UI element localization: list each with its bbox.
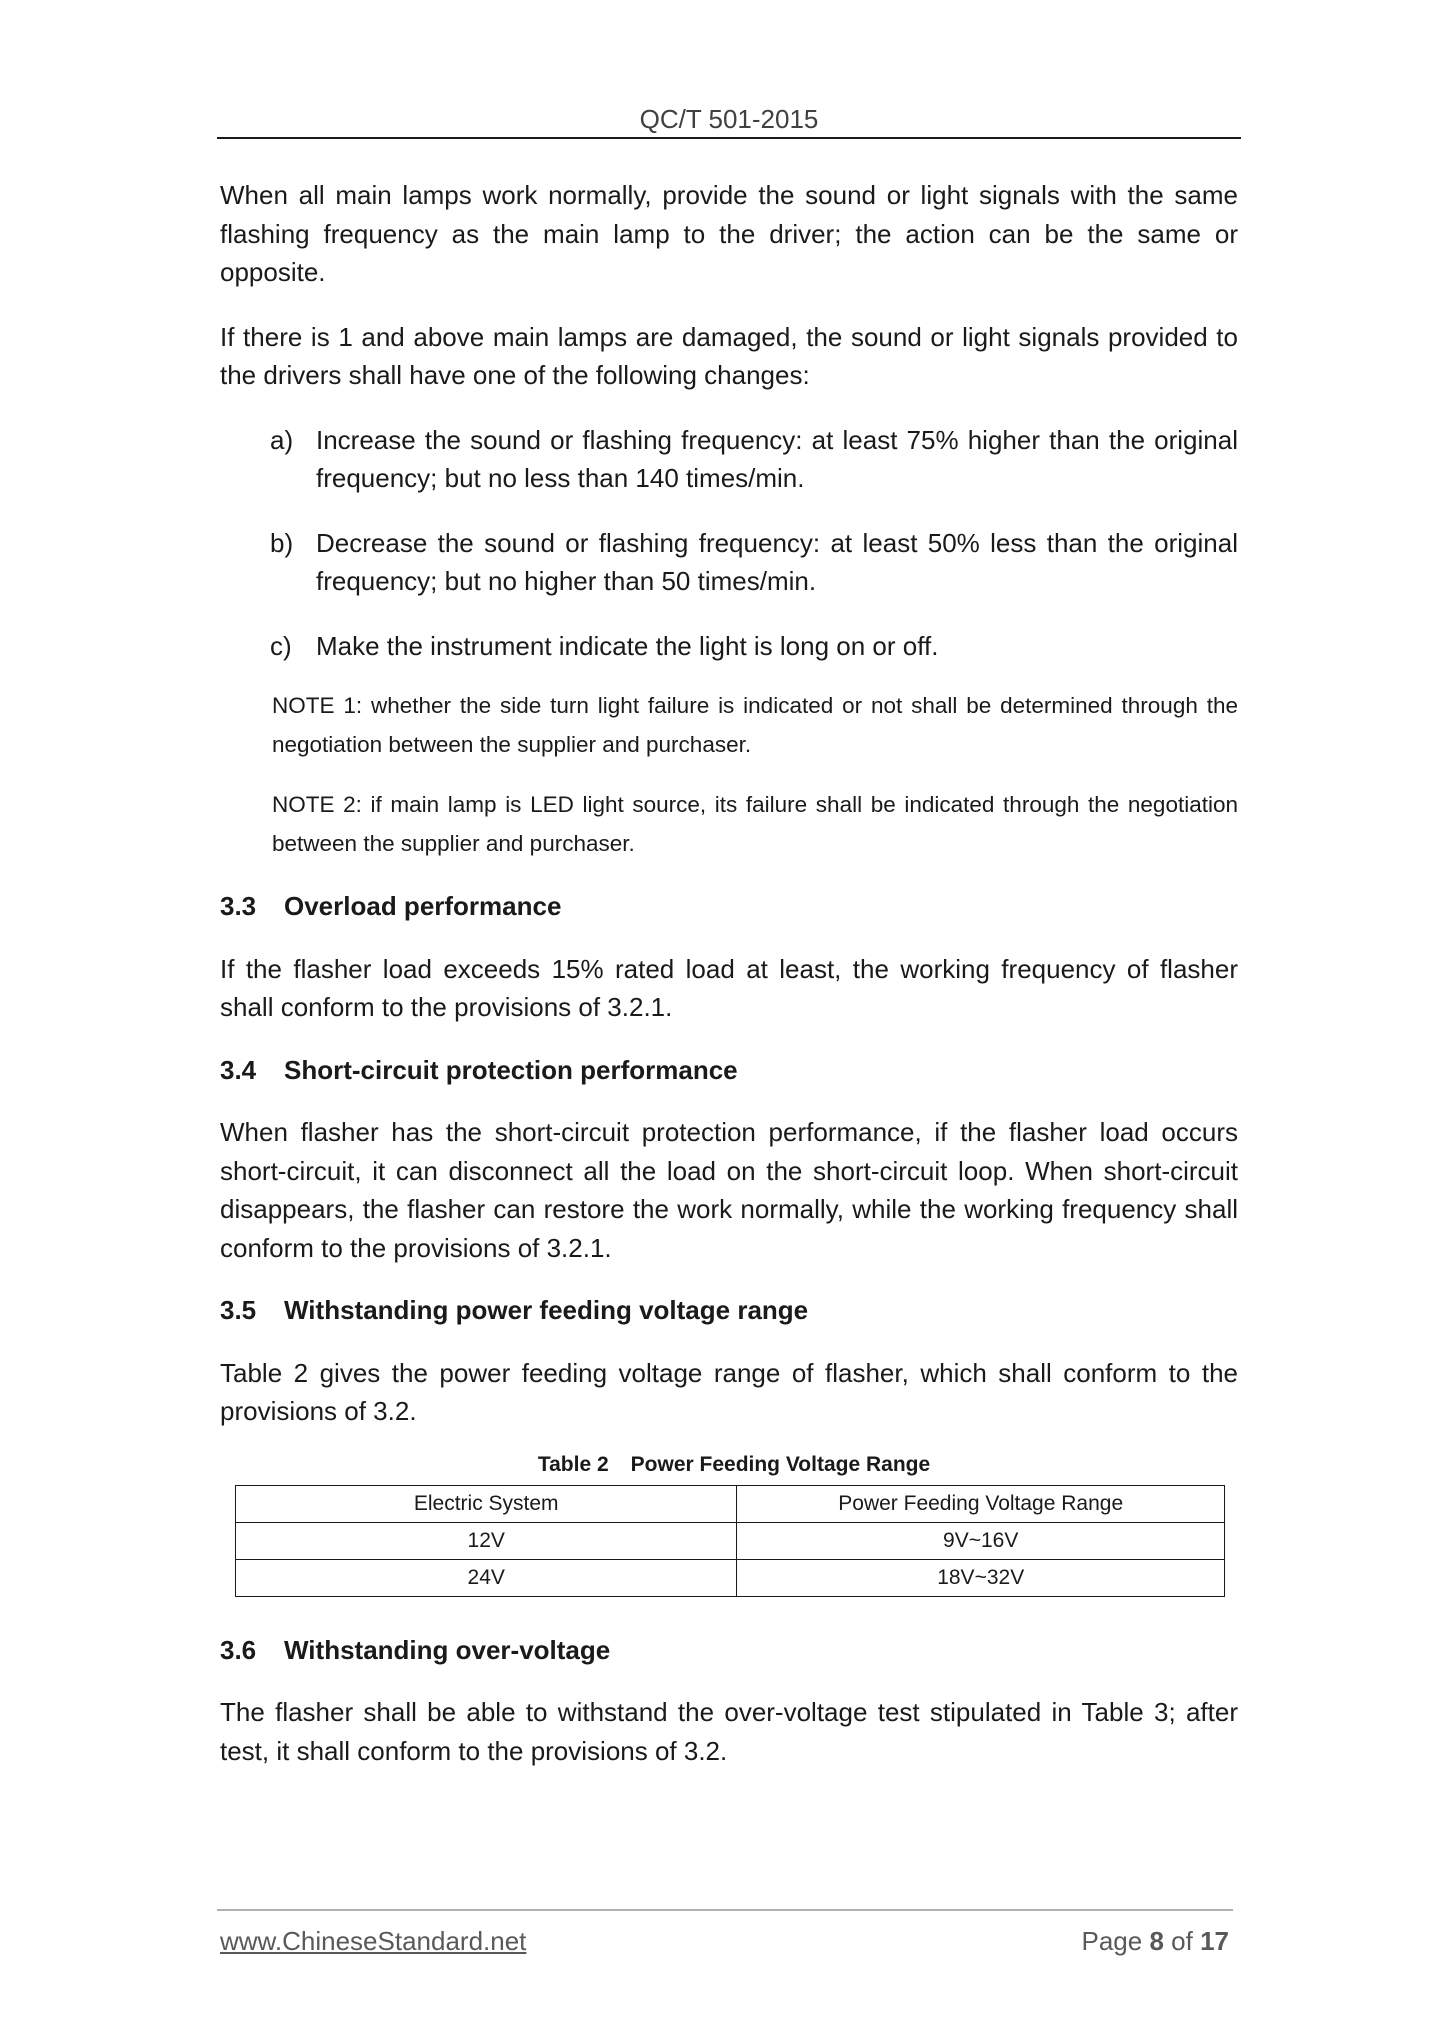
table-cell: 24V [236, 1559, 737, 1596]
section-heading-3-6 [220, 1631, 1238, 1670]
list-item-text: Make the instrument indicate the light is long on or off. [316, 630, 939, 661]
paragraph: Table 2 gives the power feeding voltage range of flasher, which shall conform to the provisions of 3.2. [220, 1357, 1238, 1426]
document-body [220, 176, 1238, 1798]
list-item [220, 627, 1238, 666]
section-heading-3-3 [220, 887, 1238, 926]
section-title: Short-circuit protection performance [284, 1054, 738, 1085]
list-marker: b) [270, 527, 294, 558]
paragraph: The flasher shall be able to withstand the over-voltage test stipulated in Table 3; after test, it shall conform to the provisions of 3.2. [220, 1697, 1238, 1766]
section-number: 3.6 [220, 1634, 257, 1665]
table-caption [220, 1451, 1238, 1479]
section-number: 3.3 [220, 891, 257, 921]
section-title: Withstanding over-voltage [284, 1634, 611, 1665]
section-heading-3-5 [220, 1291, 1238, 1330]
table-cell: 12V [236, 1522, 737, 1559]
paragraph: When flasher has the short-circuit protection performance, if the flasher load occurs short-circuit, it can disconnect all the load on the short-circuit loop. When short-circuit disappears, the flasher can restore the work normally, while the working frequency shall conform to the provisions of 3.2.1. [220, 1117, 1238, 1263]
table-cell: 9V~16V [737, 1522, 1225, 1559]
paragraph: If the flasher load exceeds 15% rated load at least, the working frequency of flasher shall conform to the provisions of 3.2.1. [220, 953, 1238, 1022]
header-divider [217, 137, 1241, 139]
section-title: Withstanding power feeding voltage range [284, 1295, 809, 1325]
table-label: Table 2 [537, 1452, 609, 1476]
list-item-text: Increase the sound or flashing frequency: at least 75% higher than the original frequency; but no less than 140 times/min. [316, 424, 1238, 493]
section-title: Overload performance [284, 891, 562, 921]
page-prefix: Page [1081, 1926, 1143, 1956]
section-number: 3.5 [220, 1295, 257, 1325]
list-marker: c) [270, 630, 292, 661]
section-number: 3.4 [220, 1054, 257, 1085]
paragraph: If there is 1 and above main lamps are damaged, the sound or light signals provided to the drivers shall have one of the following changes: [220, 321, 1238, 390]
note-1: NOTE 1: whether the side turn light failure is indicated or not shall be determined through the negotiation between the supplier and purchaser. [272, 693, 1238, 757]
list-item [220, 524, 1238, 601]
table-header-cell: Power Feeding Voltage Range [737, 1485, 1225, 1522]
table-row [236, 1559, 1225, 1596]
list-item-text: Decrease the sound or flashing frequency: at least 50% less than the original frequency; but no higher than 50 times/min. [316, 527, 1238, 596]
table-cell: 18V~32V [737, 1559, 1225, 1596]
footer-divider [217, 1909, 1233, 1911]
table-title: Power Feeding Voltage Range [630, 1452, 931, 1476]
change-list [220, 421, 1238, 666]
footer-site-link[interactable]: www.ChineseStandard.net [220, 1926, 527, 1956]
table-header-row [236, 1485, 1225, 1522]
note-2: NOTE 2: if main lamp is LED light source, its failure shall be indicated through the negotiation between the supplier and purchaser. [272, 792, 1238, 856]
page-total: 17 [1200, 1926, 1229, 1956]
list-marker: a) [270, 424, 294, 455]
table-row [236, 1522, 1225, 1559]
paragraph: When all main lamps work normally, provide the sound or light signals with the same flashing frequency as the main lamp to the driver; the action can be the same or opposite. [220, 180, 1238, 287]
page-of: of [1171, 1926, 1193, 1956]
page-header-title: QC/T 501-2015 [639, 104, 819, 134]
page-current: 8 [1149, 1926, 1164, 1956]
section-heading-3-4 [220, 1051, 1238, 1090]
list-item [220, 421, 1238, 498]
voltage-range-table [235, 1485, 1225, 1597]
page-number [1081, 1926, 1229, 1957]
table-header-cell: Electric System [236, 1485, 737, 1522]
